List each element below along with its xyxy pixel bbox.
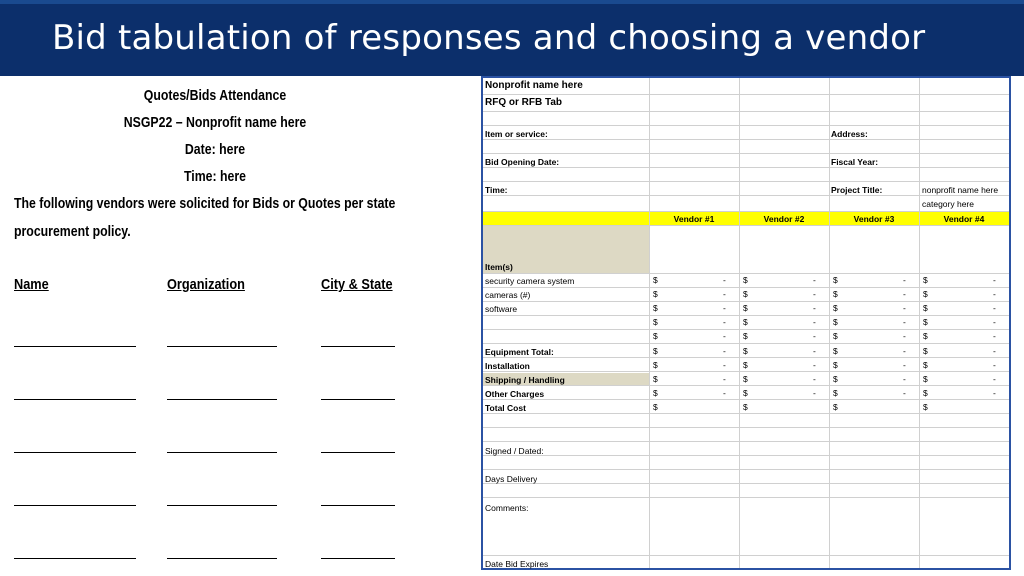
blank-line-row5-col1 xyxy=(14,558,136,559)
org-name: Nonprofit name here xyxy=(485,80,583,91)
item-row-2: cameras (#) xyxy=(485,290,531,300)
vendor-3-header: Vendor #3 xyxy=(853,214,895,224)
title-bar xyxy=(0,0,1024,76)
grid-line-16 xyxy=(483,343,1009,344)
blank-line-row5-col2 xyxy=(167,558,277,559)
amount-r1-v2[interactable]: - xyxy=(813,275,816,285)
blank-line-row5-col3 xyxy=(321,558,395,559)
fiscal-year-label: Fiscal Year: xyxy=(831,157,879,167)
project-title-label: Project Title: xyxy=(831,185,883,195)
currency-r8-v4: $ xyxy=(923,374,928,384)
amount-r9-v1[interactable]: - xyxy=(723,388,726,398)
grid-line-7 xyxy=(483,181,1009,182)
item-service-label: Item or service: xyxy=(485,129,548,139)
grid-line-6 xyxy=(483,167,1009,168)
bid-opening-label: Bid Opening Date: xyxy=(485,157,560,167)
total-cost-v1[interactable]: $ xyxy=(653,402,658,412)
amount-r4-v1[interactable]: - xyxy=(723,317,726,327)
intro-line-1: The following vendors were solicited for Bids or Quotes per state xyxy=(14,195,396,212)
amount-r5-v2[interactable]: - xyxy=(813,331,816,341)
amount-r2-v3[interactable]: - xyxy=(903,289,906,299)
grid-line-15 xyxy=(483,329,1009,330)
project-title-value-2: category here xyxy=(922,199,974,209)
currency-r1-v3: $ xyxy=(833,275,838,285)
amount-r5-v4[interactable]: - xyxy=(993,331,996,341)
currency-r9-v4: $ xyxy=(923,388,928,398)
amount-r9-v4[interactable]: - xyxy=(993,388,996,398)
grid-line-27 xyxy=(483,497,1009,498)
blank-line-row4-col2 xyxy=(167,505,277,506)
other-charges-label: Other Charges xyxy=(485,389,545,399)
amount-r3-v2[interactable]: - xyxy=(813,303,816,313)
column-organization: Organization xyxy=(167,276,245,293)
grid-line-17 xyxy=(483,357,1009,358)
equipment-total-label: Equipment Total: xyxy=(485,347,554,357)
blank-line-row3-col1 xyxy=(14,452,136,453)
col-divider-2 xyxy=(739,78,740,568)
currency-r3-v4: $ xyxy=(923,303,928,313)
amount-r4-v2[interactable]: - xyxy=(813,317,816,327)
currency-r7-v2: $ xyxy=(743,360,748,370)
currency-r3-v2: $ xyxy=(743,303,748,313)
blank-line-row2-col1 xyxy=(14,399,136,400)
grid-line-9 xyxy=(483,211,1009,212)
amount-r3-v3[interactable]: - xyxy=(903,303,906,313)
currency-r5-v2: $ xyxy=(743,331,748,341)
currency-r6-v1: $ xyxy=(653,346,658,356)
column-name: Name xyxy=(14,276,49,293)
amount-r6-v1[interactable]: - xyxy=(723,346,726,356)
blank-line-row1-col2 xyxy=(167,346,277,347)
installation-label: Installation xyxy=(485,361,530,371)
attendance-heading: Quotes/Bids Attendance xyxy=(143,87,287,104)
address-label: Address: xyxy=(831,129,868,139)
currency-r7-v4: $ xyxy=(923,360,928,370)
project-title-value-1: nonprofit name here xyxy=(922,185,999,195)
slide-title: Bid tabulation of responses and choosing a vendor xyxy=(52,18,926,58)
currency-r5-v4: $ xyxy=(923,331,928,341)
currency-r4-v2: $ xyxy=(743,317,748,327)
currency-r9-v1: $ xyxy=(653,388,658,398)
currency-r5-v1: $ xyxy=(653,331,658,341)
amount-r5-v3[interactable]: - xyxy=(903,331,906,341)
currency-r4-v1: $ xyxy=(653,317,658,327)
grid-line-25 xyxy=(483,469,1009,470)
amount-r7-v2[interactable]: - xyxy=(813,360,816,370)
amount-r4-v3[interactable]: - xyxy=(903,317,906,327)
date-line: Date: here xyxy=(184,141,246,158)
vendor-1-header: Vendor #1 xyxy=(673,214,715,224)
grid-line-23 xyxy=(483,441,1009,442)
currency-r1-v4: $ xyxy=(923,275,928,285)
amount-r2-v1[interactable]: - xyxy=(723,289,726,299)
grid-line-21 xyxy=(483,413,1009,414)
grid-line-13 xyxy=(483,301,1009,302)
currency-r7-v1: $ xyxy=(653,360,658,370)
amount-r8-v2[interactable]: - xyxy=(813,374,816,384)
currency-r1-v2: $ xyxy=(743,275,748,285)
grid-line-10 xyxy=(483,225,1009,226)
grid-line-2 xyxy=(483,111,1009,112)
grant-name: NSGP22 – Nonprofit name here xyxy=(123,114,307,131)
amount-r7-v3[interactable]: - xyxy=(903,360,906,370)
time-line: Time: here xyxy=(184,168,246,185)
total-cost-v2[interactable]: $ xyxy=(743,402,748,412)
grid-line-24 xyxy=(483,455,1009,456)
blank-line-row2-col3 xyxy=(321,399,395,400)
total-cost-label: Total Cost xyxy=(485,403,526,413)
column-city-state: City & State xyxy=(321,276,393,293)
grid-line-11 xyxy=(483,273,1009,274)
shipping-label: Shipping / Handling xyxy=(485,375,565,385)
intro-line-2: procurement policy. xyxy=(14,223,131,240)
amount-r9-v2[interactable]: - xyxy=(813,388,816,398)
blank-line-row3-col2 xyxy=(167,452,277,453)
date-bid-expires-label: Date Bid Expires xyxy=(485,559,549,569)
amount-r8-v1[interactable]: - xyxy=(723,374,726,384)
currency-r8-v1: $ xyxy=(653,374,658,384)
grid-line-28 xyxy=(483,555,1009,556)
currency-r9-v3: $ xyxy=(833,388,838,398)
currency-r8-v3: $ xyxy=(833,374,838,384)
currency-r6-v2: $ xyxy=(743,346,748,356)
currency-r5-v3: $ xyxy=(833,331,838,341)
rfq-tab: RFQ or RFB Tab xyxy=(485,97,563,108)
col-divider-3 xyxy=(829,78,830,568)
amount-r7-v4[interactable]: - xyxy=(993,360,996,370)
vendor-2-header: Vendor #2 xyxy=(763,214,805,224)
blank-line-row1-col3 xyxy=(321,346,395,347)
total-cost-v4[interactable]: $ xyxy=(923,402,928,412)
amount-r6-v3[interactable]: - xyxy=(903,346,906,356)
currency-r2-v1: $ xyxy=(653,289,658,299)
amount-r2-v4[interactable]: - xyxy=(993,289,996,299)
grid-line-26 xyxy=(483,483,1009,484)
blank-line-row4-col1 xyxy=(14,505,136,506)
item-row-1: security camera system xyxy=(485,276,575,286)
amount-r2-v2[interactable]: - xyxy=(813,289,816,299)
col-divider-1 xyxy=(649,78,650,568)
grid-line-22 xyxy=(483,427,1009,428)
grid-line-1 xyxy=(483,94,1009,95)
grid-line-4 xyxy=(483,139,1009,140)
currency-r4-v3: $ xyxy=(833,317,838,327)
amount-r1-v4[interactable]: - xyxy=(993,275,996,285)
currency-r3-v3: $ xyxy=(833,303,838,313)
amount-r6-v4[interactable]: - xyxy=(993,346,996,356)
grid-line-14 xyxy=(483,315,1009,316)
currency-r2-v4: $ xyxy=(923,289,928,299)
grid-line-3 xyxy=(483,125,1009,126)
blank-line-row3-col3 xyxy=(321,452,395,453)
currency-r2-v3: $ xyxy=(833,289,838,299)
signed-dated-label: Signed / Dated: xyxy=(485,446,544,456)
currency-r6-v4: $ xyxy=(923,346,928,356)
amount-r4-v4[interactable]: - xyxy=(993,317,996,327)
time-label: Time: xyxy=(485,185,508,195)
currency-r7-v3: $ xyxy=(833,360,838,370)
amount-r8-v4[interactable]: - xyxy=(993,374,996,384)
amount-r9-v3[interactable]: - xyxy=(903,388,906,398)
col-divider-4 xyxy=(919,78,920,568)
vendor-4-header: Vendor #4 xyxy=(943,214,985,224)
items-header: Item(s) xyxy=(485,262,513,272)
item-row-3: software xyxy=(485,304,518,314)
total-cost-v3[interactable]: $ xyxy=(833,402,838,412)
amount-r3-v1[interactable]: - xyxy=(723,303,726,313)
amount-r7-v1[interactable]: - xyxy=(723,360,726,370)
blank-line-row1-col1 xyxy=(14,346,136,347)
amount-r5-v1[interactable]: - xyxy=(723,331,726,341)
amount-r8-v3[interactable]: - xyxy=(903,374,906,384)
bid-tabulation-sheet xyxy=(481,76,1011,570)
amount-r1-v1[interactable]: - xyxy=(723,275,726,285)
currency-r6-v3: $ xyxy=(833,346,838,356)
currency-r1-v1: $ xyxy=(653,275,658,285)
comments-label: Comments: xyxy=(485,503,529,513)
days-delivery-label: Days Delivery xyxy=(485,474,538,484)
amount-r1-v3[interactable]: - xyxy=(903,275,906,285)
amount-r6-v2[interactable]: - xyxy=(813,346,816,356)
blank-line-row4-col3 xyxy=(321,505,395,506)
blank-line-row2-col2 xyxy=(167,399,277,400)
currency-r8-v2: $ xyxy=(743,374,748,384)
grid-line-12 xyxy=(483,287,1009,288)
currency-r4-v4: $ xyxy=(923,317,928,327)
currency-r9-v2: $ xyxy=(743,388,748,398)
amount-r3-v4[interactable]: - xyxy=(993,303,996,313)
grid-line-20 xyxy=(483,399,1009,400)
attendance-form xyxy=(0,76,470,576)
grid-line-5 xyxy=(483,153,1009,154)
currency-r3-v1: $ xyxy=(653,303,658,313)
currency-r2-v2: $ xyxy=(743,289,748,299)
grid-line-18 xyxy=(483,371,1009,372)
